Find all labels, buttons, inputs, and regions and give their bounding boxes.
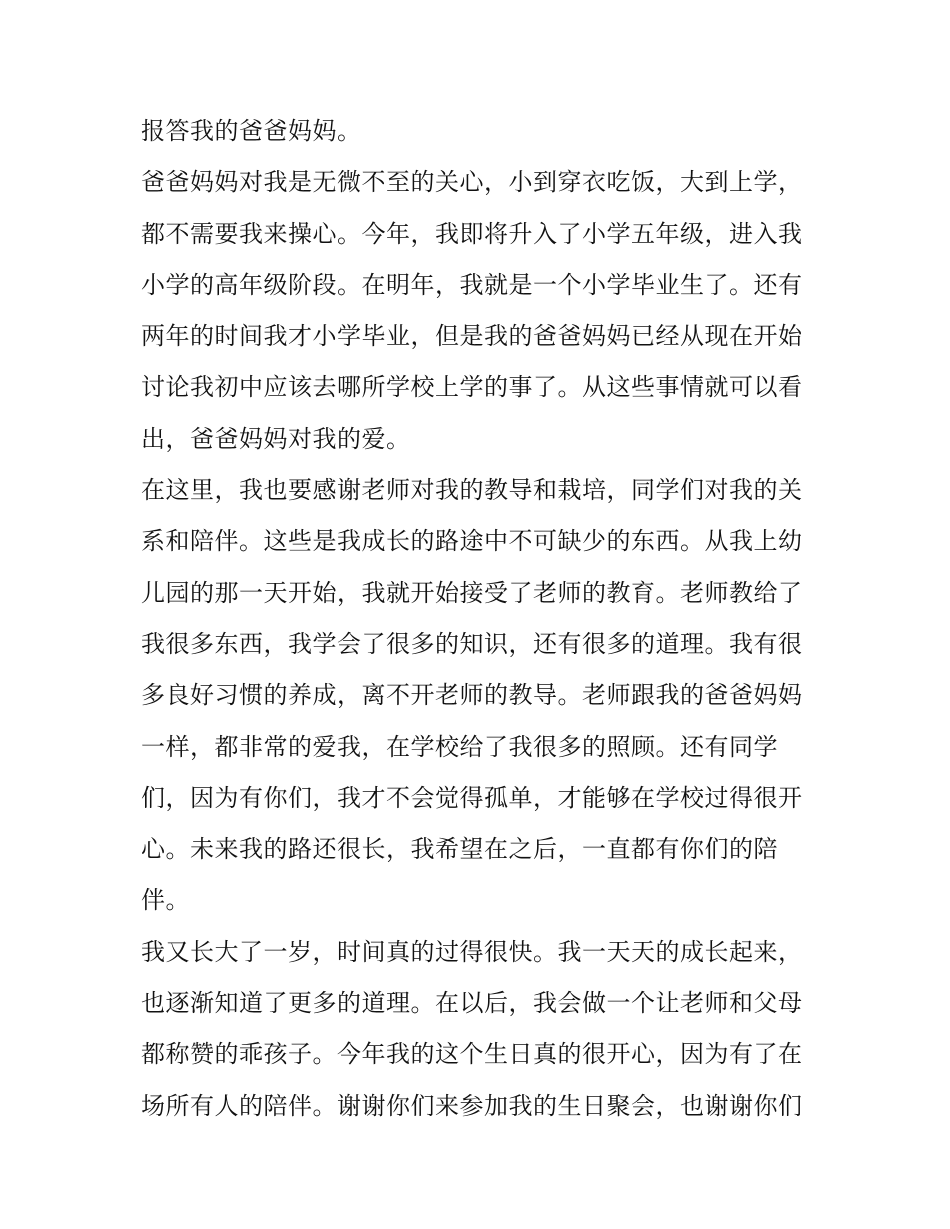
text-line: 伴。 xyxy=(141,886,190,915)
text-line: 在这里，我也要感谢老师对我的教导和栽培，同学们对我的关 xyxy=(141,476,803,505)
text-line: 我很多东西，我学会了很多的知识，还有很多的道理。我有很 xyxy=(141,629,803,658)
text-line: 报答我的爸爸妈妈。 xyxy=(141,117,362,145)
text-line: 我又长大了一岁，时间真的过得很快。我一天天的成长起来， xyxy=(141,937,803,966)
text-line: 出，爸爸妈妈对我的爱。 xyxy=(141,424,411,453)
text-line: 们，因为有你们，我才不会觉得孤单，才能够在学校过得很开 xyxy=(141,783,803,812)
text-line: 多良好习惯的养成，离不开老师的教导。老师跟我的爸爸妈妈 xyxy=(141,681,803,710)
text-line: 儿园的那一天开始，我就开始接受了老师的教育。老师教给了 xyxy=(141,578,803,607)
text-line: 心。未来我的路还很长，我希望在之后，一直都有你们的陪 xyxy=(141,835,778,864)
text-line: 也逐渐知道了更多的道理。在以后，我会做一个让老师和父母 xyxy=(141,989,803,1018)
text-line: 都不需要我来操心。今年，我即将升入了小学五年级，进入我 xyxy=(141,219,803,248)
text-line: 小学的高年级阶段。在明年，我就是一个小学毕业生了。还有 xyxy=(141,270,803,299)
text-line: 场所有人的陪伴。谢谢你们来参加我的生日聚会，也谢谢你们 xyxy=(141,1091,803,1120)
text-line: 两年的时间我才小学毕业，但是我的爸爸妈妈已经从现在开始 xyxy=(141,322,803,351)
text-line: 系和陪伴。这些是我成长的路途中不可缺少的东西。从我上幼 xyxy=(141,527,803,556)
text-line: 爸爸妈妈对我是无微不至的关心，小到穿衣吃饭，大到上学， xyxy=(141,168,803,197)
text-line: 一样，都非常的爱我，在学校给了我很多的照顾。还有同学 xyxy=(141,732,778,761)
text-line: 讨论我初中应该去哪所学校上学的事了。从这些事情就可以看 xyxy=(141,373,803,402)
essay-text xyxy=(141,106,831,1132)
text-line: 都称赞的乖孩子。今年我的这个生日真的很开心，因为有了在 xyxy=(141,1040,803,1069)
